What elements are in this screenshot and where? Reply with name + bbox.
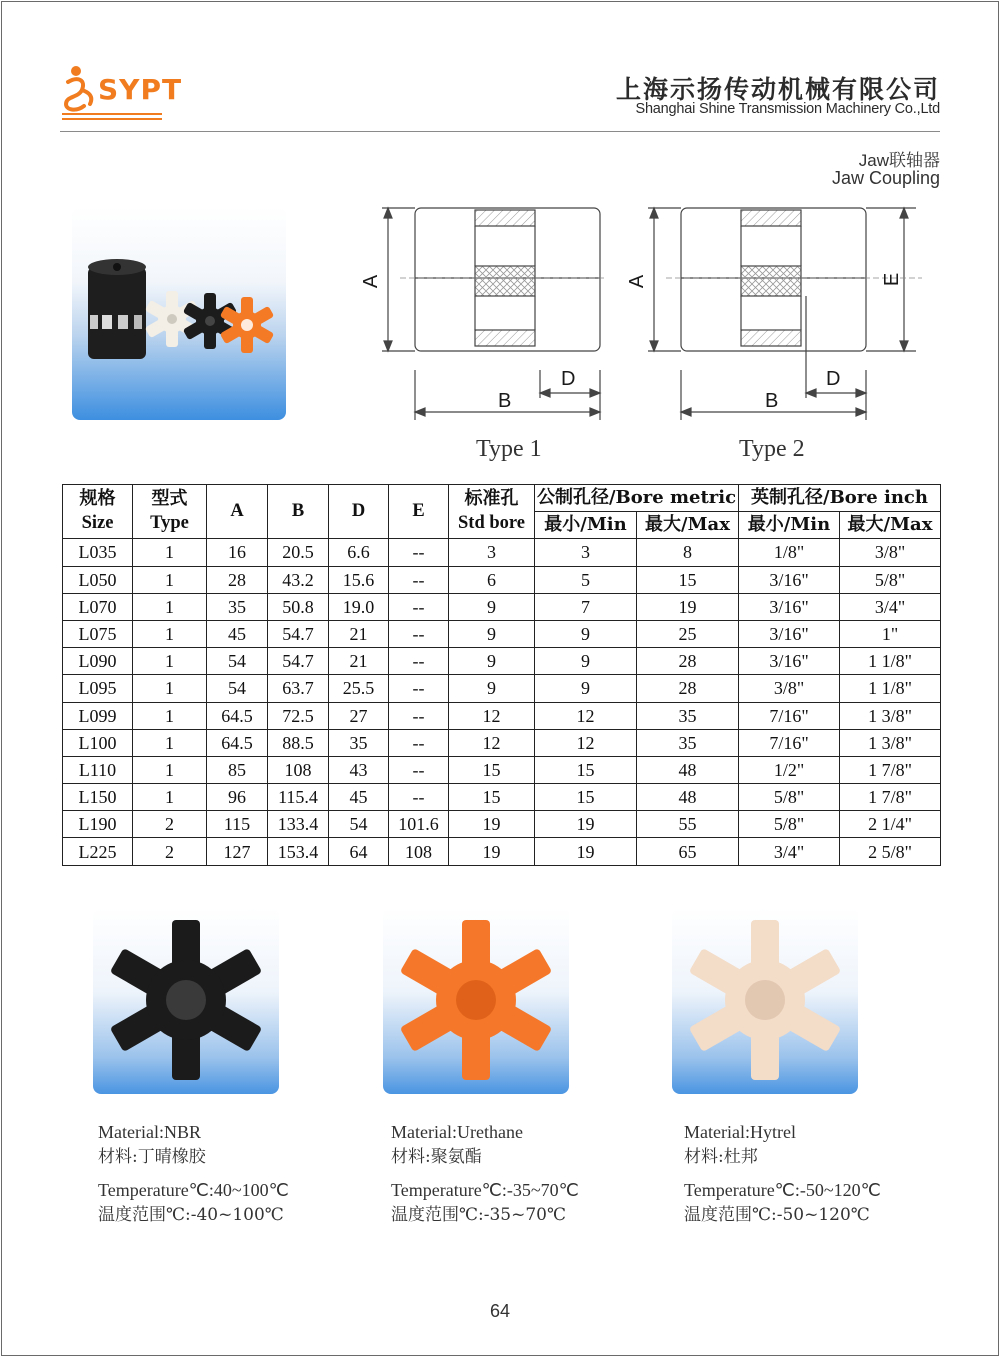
nbr-material-cn: 材料:丁晴橡胶 [98,1147,206,1167]
cell-inch-max: 3/4" [840,593,941,620]
cell-e: -- [389,566,449,593]
cell-b: 20.5 [268,539,329,566]
cell-d: 54 [329,811,389,838]
header-d: D [329,485,389,539]
cell-e: 108 [389,838,449,865]
cell-a: 54 [207,675,268,702]
table-row [63,729,941,756]
cell-metric-min: 7 [535,593,637,620]
cell-a: 28 [207,566,268,593]
cell-e: -- [389,648,449,675]
cell-metric-max: 55 [637,811,739,838]
cell-inch-max: 1 3/8" [840,702,941,729]
cell-d: 64 [329,838,389,865]
cell-e: -- [389,620,449,647]
cell-std-bore: 6 [449,566,535,593]
header-divider [60,131,940,132]
cell-metric-min: 15 [535,756,637,783]
cell-metric-max: 25 [637,620,739,647]
jaw-coupling-illustration-icon [72,207,286,420]
type1-dim-b: B [498,390,512,412]
header-a: A [207,485,268,539]
hytrel-temp-cn: 温度范围℃:-50~120℃ [684,1205,870,1225]
cell-size: L095 [63,675,133,702]
cell-d: 15.6 [329,566,389,593]
cell-metric-min: 12 [535,702,637,729]
type1-dim-d: D [561,368,576,390]
urethane-material-en: Material:Urethane [391,1122,523,1142]
header-metric-max: 最大/Max [637,512,739,539]
cell-a: 96 [207,784,268,811]
spec-table [62,484,941,866]
cell-inch-min: 3/16" [739,620,840,647]
cell-d: 45 [329,784,389,811]
cell-e: -- [389,756,449,783]
cell-metric-max: 35 [637,702,739,729]
cell-inch-max: 1 7/8" [840,784,941,811]
type1-label: Type 1 [476,436,542,462]
table-row [63,811,941,838]
nbr-spider-photo [93,908,279,1094]
cell-std-bore: 9 [449,593,535,620]
cell-metric-max: 15 [637,566,739,593]
cell-a: 85 [207,756,268,783]
hytrel-temp-en: Temperature℃:-50~120℃ [684,1180,881,1200]
cell-d: 27 [329,702,389,729]
type2-dim-d: D [826,368,841,390]
cell-metric-min: 9 [535,648,637,675]
cell-metric-min: 3 [535,539,637,566]
cell-a: 45 [207,620,268,647]
cell-a: 35 [207,593,268,620]
nbr-temp-en: Temperature℃:40~100℃ [98,1180,289,1200]
table-row [63,566,941,593]
table-row [63,593,941,620]
cell-a: 115 [207,811,268,838]
cell-std-bore: 9 [449,675,535,702]
type2-dim-a: A [626,274,649,289]
cell-inch-min: 1/8" [739,539,840,566]
cell-type: 1 [133,539,207,566]
header-std-bore: 标准孔 Std bore [449,485,535,539]
cell-d: 25.5 [329,675,389,702]
cell-metric-min: 9 [535,620,637,647]
cell-a: 54 [207,648,268,675]
cell-type: 1 [133,756,207,783]
cell-metric-min: 5 [535,566,637,593]
company-name-cn: 上海示扬传动机械有限公司 [615,75,940,104]
urethane-material-cn: 材料:聚氨酯 [391,1147,482,1167]
header-size: 规格 Size [63,485,133,539]
type1-drawing-icon [360,200,610,430]
cell-inch-max: 1 7/8" [840,756,941,783]
header-inch-min: 最小/Min [739,512,840,539]
cell-b: 88.5 [268,729,329,756]
hytrel-material-cn: 材料:杜邦 [684,1147,758,1167]
cell-metric-min: 19 [535,811,637,838]
cell-inch-min: 3/4" [739,838,840,865]
cell-std-bore: 12 [449,729,535,756]
type2-dim-e: E [881,272,904,287]
header-b: B [268,485,329,539]
company-name-en: Shanghai Shine Transmission Machinery Co.,Ltd [635,101,940,117]
cell-type: 1 [133,648,207,675]
cell-e: -- [389,729,449,756]
type1-dim-a: A [360,274,383,289]
nbr-temp-cn: 温度范围℃:-40~100℃ [98,1205,284,1225]
cell-e: -- [389,784,449,811]
table-row [63,620,941,647]
cell-size: L035 [63,539,133,566]
header-metric-min: 最小/Min [535,512,637,539]
cell-metric-max: 28 [637,675,739,702]
nbr-spider-icon [93,908,279,1094]
table-row [63,675,941,702]
cell-b: 115.4 [268,784,329,811]
page-number: 64 [489,1301,511,1321]
header-bore-inch: 英制孔径/Bore inch [739,485,941,512]
cell-inch-max: 2 1/4" [840,811,941,838]
cell-b: 54.7 [268,648,329,675]
coupling-product-photo [72,207,286,420]
hytrel-material-en: Material:Hytrel [684,1122,796,1142]
cell-std-bore: 9 [449,620,535,647]
cell-size: L090 [63,648,133,675]
cell-d: 6.6 [329,539,389,566]
table-row [63,702,941,729]
cell-size: L099 [63,702,133,729]
cell-d: 19.0 [329,593,389,620]
cell-size: L075 [63,620,133,647]
cell-type: 1 [133,566,207,593]
cell-b: 43.2 [268,566,329,593]
cell-b: 153.4 [268,838,329,865]
urethane-temp-en: Temperature℃:-35~70℃ [391,1180,579,1200]
cell-b: 133.4 [268,811,329,838]
cell-a: 16 [207,539,268,566]
cell-metric-min: 12 [535,729,637,756]
cell-inch-min: 3/16" [739,566,840,593]
cell-std-bore: 12 [449,702,535,729]
cell-e: -- [389,675,449,702]
header-bore-metric: 公制孔径/Bore metric [535,485,739,512]
table-row [63,539,941,566]
cell-std-bore: 15 [449,784,535,811]
logo-text: SYPT [98,73,183,106]
cell-type: 1 [133,784,207,811]
cell-b: 54.7 [268,620,329,647]
table-row [63,784,941,811]
product-title-en: Jaw Coupling [831,168,940,188]
cell-inch-max: 1" [840,620,941,647]
cell-metric-min: 15 [535,784,637,811]
header-e: E [389,485,449,539]
cell-inch-min: 7/16" [739,702,840,729]
cell-std-bore: 3 [449,539,535,566]
cell-size: L110 [63,756,133,783]
type2-label: Type 2 [739,436,805,462]
cell-size: L100 [63,729,133,756]
header-type: 型式 Type [133,485,207,539]
cell-inch-max: 1 1/8" [840,648,941,675]
cell-size: L190 [63,811,133,838]
cell-type: 2 [133,811,207,838]
cell-type: 1 [133,620,207,647]
cell-inch-min: 5/8" [739,811,840,838]
spec-table-body [63,539,941,865]
cell-size: L150 [63,784,133,811]
cell-inch-min: 7/16" [739,729,840,756]
cell-metric-min: 9 [535,675,637,702]
nbr-material-info [98,1120,289,1228]
cell-d: 21 [329,648,389,675]
cell-metric-min: 19 [535,838,637,865]
cell-metric-max: 19 [637,593,739,620]
table-row [63,838,941,865]
cell-std-bore: 9 [449,648,535,675]
table-row [63,648,941,675]
cell-inch-max: 2 5/8" [840,838,941,865]
cell-std-bore: 15 [449,756,535,783]
cell-d: 35 [329,729,389,756]
header-inch-max: 最大/Max [840,512,941,539]
cell-inch-max: 3/8" [840,539,941,566]
cell-metric-max: 48 [637,756,739,783]
cell-b: 72.5 [268,702,329,729]
cell-metric-max: 8 [637,539,739,566]
cell-inch-min: 3/16" [739,593,840,620]
cell-type: 1 [133,702,207,729]
cell-type: 1 [133,593,207,620]
cell-size: L070 [63,593,133,620]
cell-inch-max: 5/8" [840,566,941,593]
logo-underline-icon [62,113,162,123]
hytrel-spider-icon [672,908,858,1094]
cell-a: 64.5 [207,729,268,756]
cell-inch-min: 5/8" [739,784,840,811]
cell-size: L225 [63,838,133,865]
hytrel-material-info [684,1120,881,1228]
cell-inch-min: 3/16" [739,648,840,675]
cell-d: 43 [329,756,389,783]
type2-dim-b: B [765,390,779,412]
cell-type: 1 [133,729,207,756]
hytrel-spider-photo [672,908,858,1094]
cell-metric-max: 28 [637,648,739,675]
urethane-temp-cn: 温度范围℃:-35~70℃ [391,1205,567,1225]
urethane-spider-icon [383,908,569,1094]
product-title-cn: Jaw联轴器 [858,151,940,170]
cell-inch-min: 3/8" [739,675,840,702]
cell-b: 50.8 [268,593,329,620]
cell-type: 2 [133,838,207,865]
cell-e: 101.6 [389,811,449,838]
cell-a: 64.5 [207,702,268,729]
cell-metric-max: 65 [637,838,739,865]
cell-std-bore: 19 [449,838,535,865]
cell-e: -- [389,702,449,729]
table-row [63,756,941,783]
cell-e: -- [389,593,449,620]
cell-a: 127 [207,838,268,865]
cell-b: 108 [268,756,329,783]
cell-metric-max: 35 [637,729,739,756]
cell-d: 21 [329,620,389,647]
cell-std-bore: 19 [449,811,535,838]
urethane-spider-photo [383,908,569,1094]
cell-inch-max: 1 1/8" [840,675,941,702]
cell-type: 1 [133,675,207,702]
cell-b: 63.7 [268,675,329,702]
cell-size: L050 [63,566,133,593]
table-header-row [63,485,941,512]
nbr-material-en: Material:NBR [98,1122,201,1142]
cell-metric-max: 48 [637,784,739,811]
cell-e: -- [389,539,449,566]
cell-inch-min: 1/2" [739,756,840,783]
urethane-material-info [391,1120,579,1228]
cell-inch-max: 1 3/8" [840,729,941,756]
